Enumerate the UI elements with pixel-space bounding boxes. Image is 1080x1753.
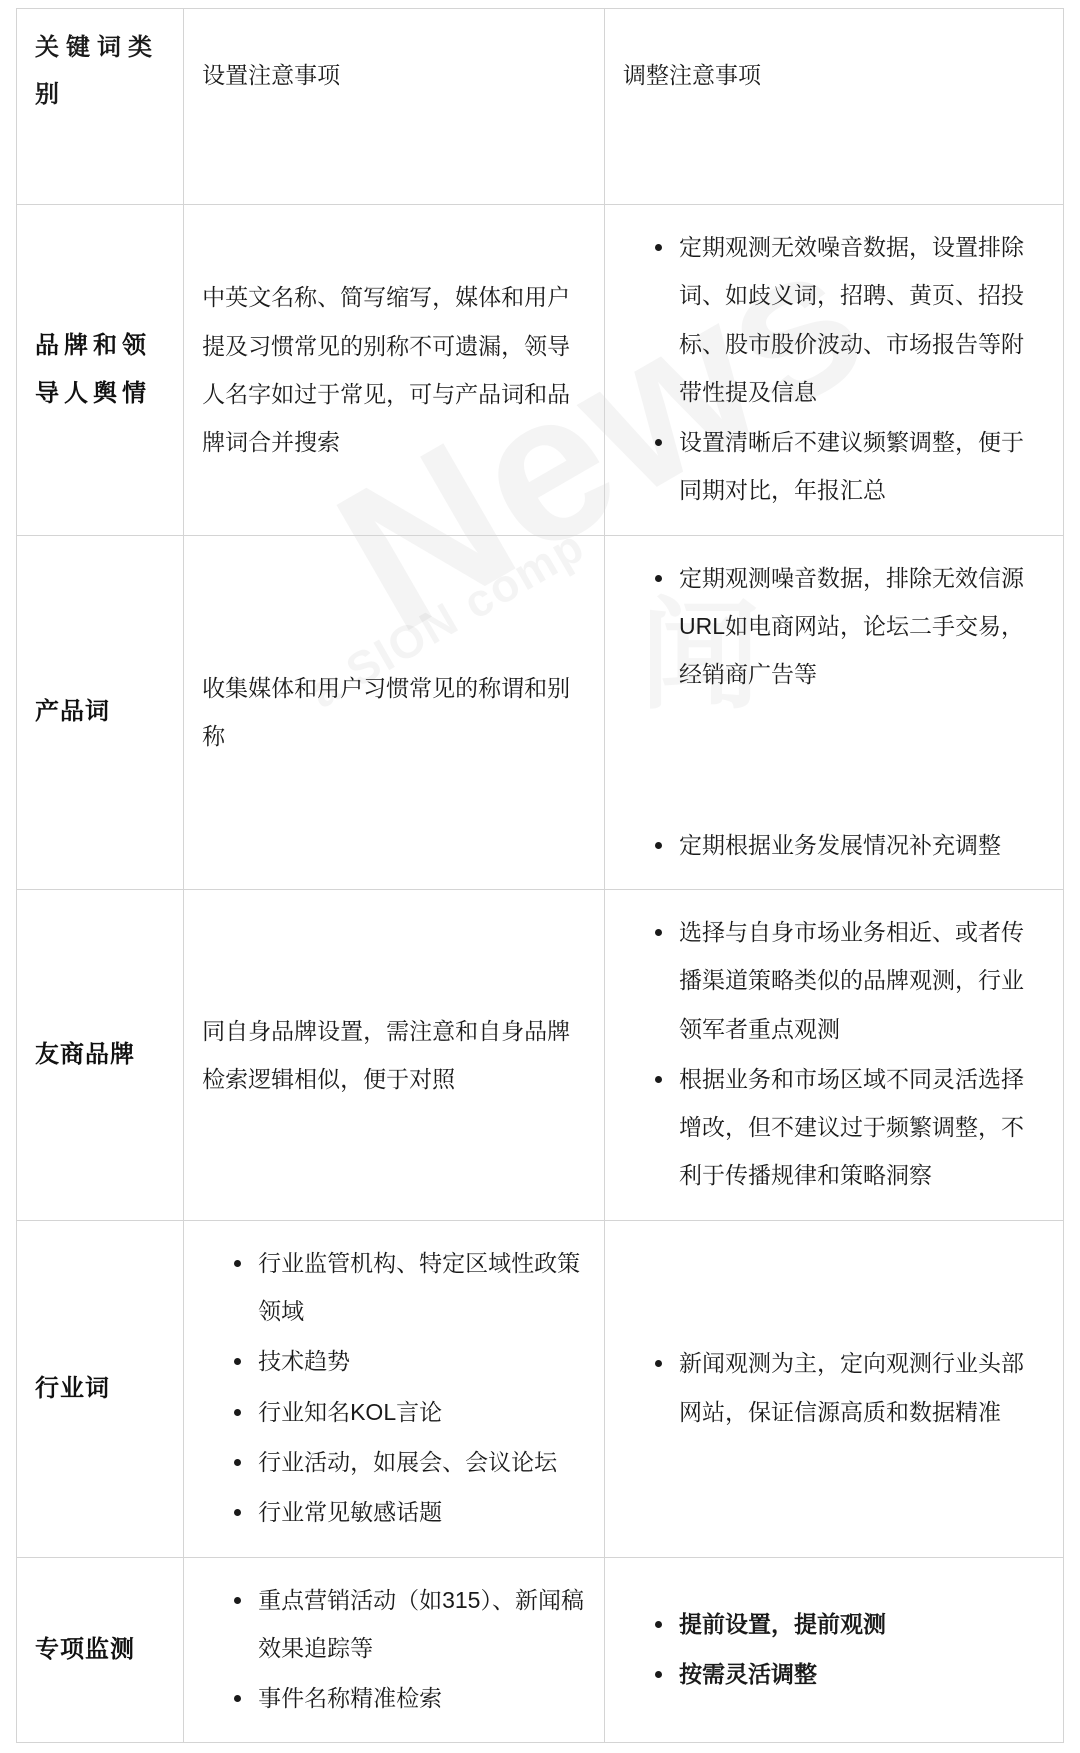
list-item: 提前设置，提前观测 xyxy=(653,1600,1045,1648)
keyword-guidelines-table xyxy=(16,8,1064,1743)
row-adjust-cell xyxy=(605,1220,1064,1557)
list-item: 重点营销活动（如315）、新闻稿效果追踪等 xyxy=(232,1576,586,1673)
list-item: 定期根据业务发展情况补充调整 xyxy=(653,821,1045,869)
table-header-row xyxy=(17,9,1064,205)
table-row xyxy=(17,205,1064,536)
list-item: 根据业务和市场区域不同灵活选择增改，但不建议过于频繁调整，不利于传播规律和策略洞察 xyxy=(653,1055,1045,1200)
row-category-cell xyxy=(17,535,184,889)
row-adjust-cell xyxy=(605,535,1064,889)
setup-bullet-list xyxy=(202,1576,586,1723)
row-category-label: 产品词 xyxy=(35,698,110,726)
row-setup-cell xyxy=(184,535,605,889)
list-item: 新闻观测为主，定向观测行业头部网站，保证信源高质和数据精准 xyxy=(653,1339,1045,1436)
setup-bullet-list xyxy=(202,1239,586,1537)
list-item: 行业监管机构、特定区域性政策领域 xyxy=(232,1239,586,1336)
list-item: 按需灵活调整 xyxy=(653,1650,1045,1698)
table-row xyxy=(17,535,1064,889)
list-item: 事件名称精准检索 xyxy=(232,1674,586,1722)
adjust-bullet-list xyxy=(623,1600,1045,1699)
table-row xyxy=(17,1557,1064,1743)
header-label-category: 关键词类别 xyxy=(35,34,159,108)
header-cell-category xyxy=(17,9,184,205)
row-setup-cell xyxy=(184,1557,605,1743)
row-category-label: 友商品牌 xyxy=(35,1040,135,1068)
row-setup-cell xyxy=(184,1220,605,1557)
list-item: 行业活动，如展会、会议论坛 xyxy=(232,1438,586,1486)
list-item: 技术趋势 xyxy=(232,1337,586,1385)
adjust-bullet-list-bottom xyxy=(623,821,1045,869)
list-item: 行业知名KOL言论 xyxy=(232,1388,586,1436)
row-adjust-cell xyxy=(605,1557,1064,1743)
row-category-label: 品牌和领导人舆情 xyxy=(35,331,151,407)
row-category-cell xyxy=(17,205,184,536)
row-adjust-cell xyxy=(605,889,1064,1220)
row-category-cell xyxy=(17,889,184,1220)
adjust-bullet-list xyxy=(623,223,1045,515)
row-setup-cell xyxy=(184,889,605,1220)
header-cell-adjust xyxy=(605,9,1064,205)
adjust-bullet-list xyxy=(623,908,1045,1200)
adjust-bullet-list-top xyxy=(623,554,1045,699)
header-cell-setup xyxy=(184,9,605,205)
setup-paragraph: 收集媒体和用户习惯常见的称谓和别称 xyxy=(202,675,571,750)
list-item: 选择与自身市场业务相近、或者传播渠道策略类似的品牌观测，行业领军者重点观测 xyxy=(653,908,1045,1053)
list-item: 定期观测噪音数据，排除无效信源URL如电商网站，论坛二手交易，经销商广告等 xyxy=(653,554,1045,699)
list-item: 定期观测无效噪音数据，设置排除词、如歧义词，招聘、黄页、招投标、股市股价波动、市场报告等附带性提及信息 xyxy=(653,223,1045,416)
setup-paragraph: 同自身品牌设置，需注意和自身品牌检索逻辑相似，便于对照 xyxy=(202,1017,571,1092)
row-adjust-cell xyxy=(605,205,1064,536)
row-setup-cell xyxy=(184,205,605,536)
row-category-label: 行业词 xyxy=(35,1374,110,1402)
row-category-label: 专项监测 xyxy=(35,1635,135,1663)
cell-spacer xyxy=(623,701,1045,821)
header-label-adjust: 调整注意事项 xyxy=(623,62,761,88)
header-label-setup: 设置注意事项 xyxy=(202,62,341,88)
row-category-cell xyxy=(17,1557,184,1743)
setup-paragraph: 中英文名称、简写缩写，媒体和用户提及习惯常见的别称不可遗漏，领导人名字如过于常见，可与产品词和品牌词合并搜索 xyxy=(202,284,571,456)
row-category-cell xyxy=(17,1220,184,1557)
list-item: 行业常见敏感话题 xyxy=(232,1488,586,1536)
table-row xyxy=(17,889,1064,1220)
table-row xyxy=(17,1220,1064,1557)
list-item: 设置清晰后不建议频繁调整，便于同期对比，年报汇总 xyxy=(653,418,1045,515)
adjust-bullet-list xyxy=(623,1339,1045,1436)
